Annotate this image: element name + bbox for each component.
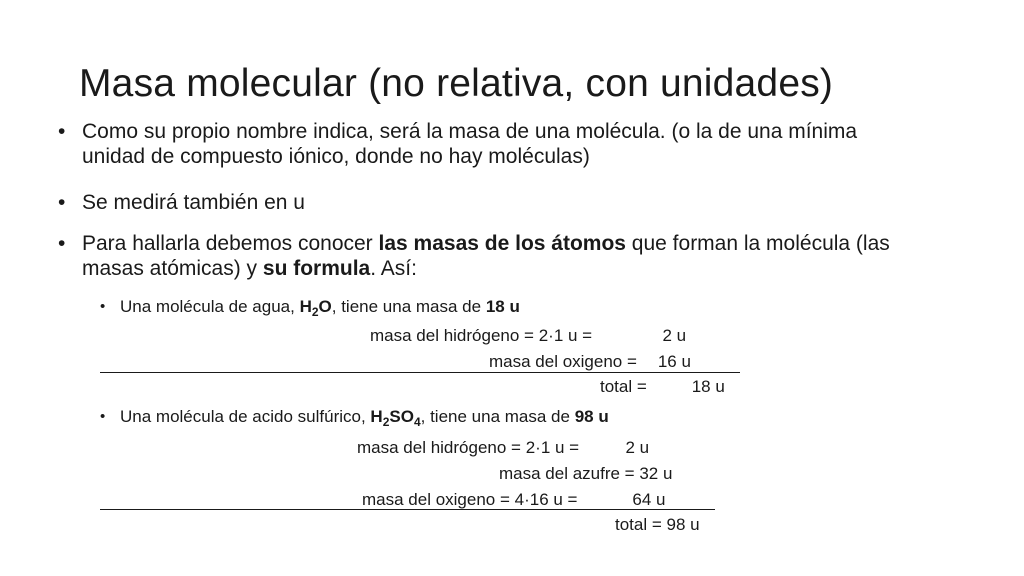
- bullet-marker: •: [58, 120, 66, 143]
- calc-label: masa del oxigeno =: [489, 352, 637, 371]
- bullet-text-bold: su formula: [262, 257, 371, 280]
- bullet-marker: •: [58, 191, 66, 214]
- example-mass: 18 u: [485, 297, 520, 316]
- bullet-text: Como su propio nombre indica, será la masa de una molécula. (o la de una mínima unidad de compuesto iónico, donde no hay moléculas): [82, 120, 858, 168]
- example-text-mid: , tiene una masa de: [331, 297, 486, 316]
- calc-value: 2 u: [662, 326, 687, 345]
- sum-line: [100, 509, 715, 510]
- example-text-pre: Una molécula de agua,: [120, 297, 300, 316]
- bullet-text-post: . Así:: [370, 257, 417, 280]
- bullet-item: [58, 231, 922, 281]
- bullet-text-bold: las masas de los átomos: [378, 232, 626, 255]
- calc-label: total = 98 u: [615, 515, 700, 534]
- example-mass: 98 u: [574, 407, 609, 426]
- chemical-formula: $H_2O$: [299, 297, 332, 319]
- calc-label: total =: [600, 377, 647, 396]
- calc-value: 16 u: [657, 352, 691, 371]
- sub-bullet-sulfuric-acid: [100, 406, 609, 433]
- bullet-marker: •: [58, 232, 66, 255]
- calc-line: [489, 351, 691, 373]
- bullet-marker: •: [100, 298, 106, 315]
- calc-label: masa del oxigeno = 4·16 u =: [362, 490, 578, 509]
- calc-value: 64 u: [632, 490, 666, 509]
- calc-line: [357, 437, 649, 459]
- chemical-formula: $H_2SO_4$: [370, 407, 421, 429]
- bullet-item: [58, 190, 922, 215]
- calc-label: masa del azufre = 32 u: [499, 464, 673, 483]
- calc-line: [615, 514, 700, 536]
- bullet-marker: •: [100, 408, 106, 425]
- calc-value: 18 u: [691, 377, 725, 396]
- bullet-text: Se medirá también en u: [82, 191, 305, 214]
- sub-bullet-water: [100, 296, 520, 323]
- bullet-text-mid: que forman la molécula (las masas atómicas) y: [82, 232, 890, 280]
- calc-label: masa del hidrógeno = 2·1 u =: [370, 326, 593, 345]
- bullet-text-pre: Para hallarla debemos conocer: [82, 232, 379, 255]
- example-text-mid: , tiene una masa de: [420, 407, 575, 426]
- calc-value: 2 u: [625, 438, 650, 457]
- sum-line: [100, 372, 740, 373]
- calc-label: masa del hidrógeno = 2·1 u =: [357, 438, 580, 457]
- calc-line: [499, 463, 672, 485]
- slide-title: Masa molecular (no relativa, con unidades): [79, 62, 834, 105]
- calc-line: [370, 325, 686, 347]
- example-text-pre: Una molécula de acido sulfúrico,: [120, 407, 371, 426]
- calc-line: [600, 376, 725, 398]
- bullet-item: [58, 119, 922, 169]
- calc-line: [362, 489, 665, 511]
